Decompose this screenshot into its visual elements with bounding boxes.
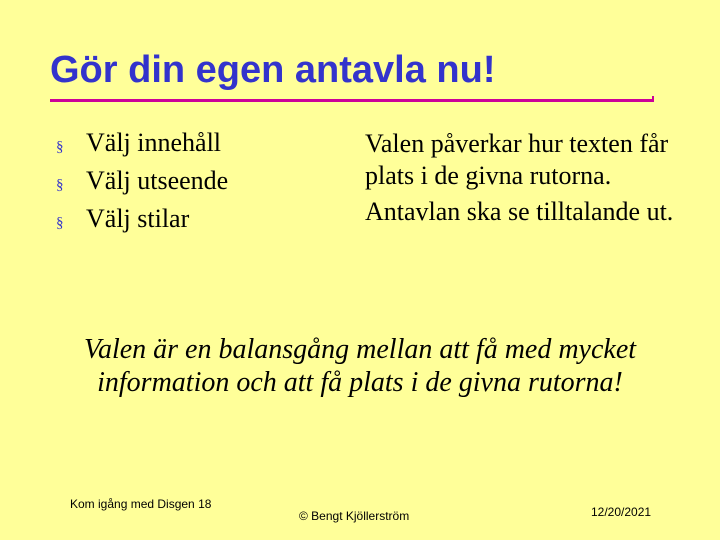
bullet-text: Välj innehåll bbox=[86, 128, 222, 157]
right-text-block bbox=[365, 128, 695, 232]
footer-center: © Bengt Kjöllerström bbox=[299, 509, 410, 523]
footer-date: 12/20/2021 bbox=[591, 505, 652, 519]
right-paragraph: Valen påverkar hur texten får plats i de givna rutorna. bbox=[365, 129, 669, 190]
square-bullet-icon: § bbox=[56, 215, 64, 231]
footer-left: Kom igång med Disgen 18 bbox=[70, 497, 212, 511]
bullet-item bbox=[56, 164, 228, 202]
title-underline bbox=[50, 99, 654, 102]
slide-title: Gör din egen antavla nu! bbox=[50, 49, 496, 91]
title-underline-end bbox=[652, 96, 654, 102]
right-paragraph: Antavlan ska se tilltalande ut. bbox=[365, 197, 674, 226]
bullet-item bbox=[56, 202, 228, 240]
bullet-item bbox=[56, 126, 228, 164]
square-bullet-icon: § bbox=[56, 139, 64, 155]
bullet-text: Välj utseende bbox=[86, 166, 229, 195]
bullet-list bbox=[56, 126, 228, 240]
bullet-text: Välj stilar bbox=[86, 204, 190, 233]
square-bullet-icon: § bbox=[56, 177, 64, 193]
centered-italic-text: Valen är en balansgång mellan att få med mycket information och att få plats i de givna rutorna! bbox=[83, 334, 637, 398]
